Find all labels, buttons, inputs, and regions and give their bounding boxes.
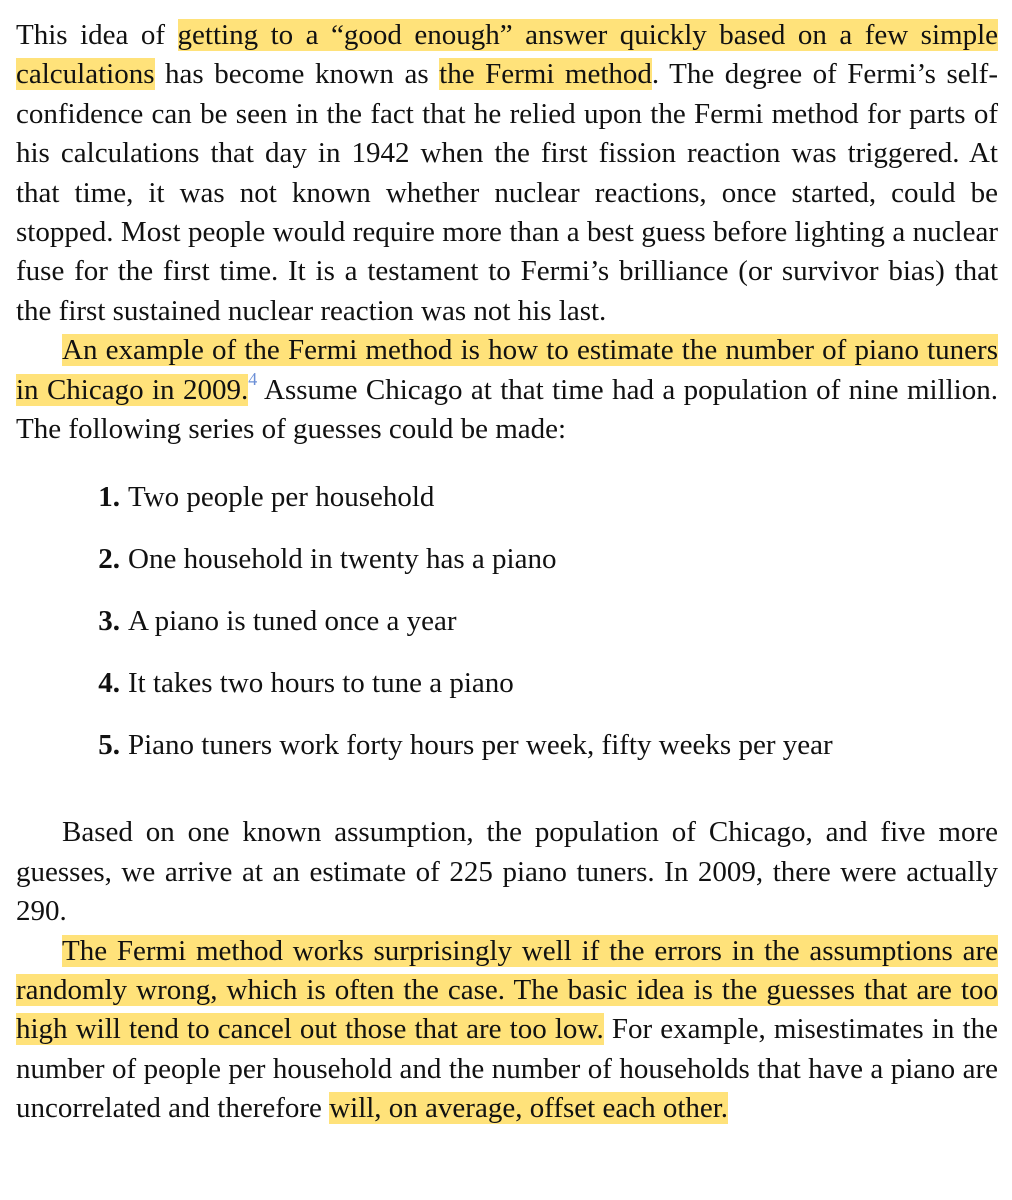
list-item-text: A piano is tuned once a year — [128, 605, 457, 638]
text-run: This idea of — [16, 19, 178, 51]
text-run: . The degree of Fermi’s self-confidence can be seen in the fact that he relied upon the Fermi method for parts of his calculations that day in 1942 when the first fission reaction was triggered. At that time, it was not known whether nuclear reactions, once started, could be stopped. Most people would require more than a best guess before lighting a nuclear fuse for the first time. It is a testament to Fermi’s brilliance (or survivor bias) that the first sustained nuclear reaction was not his last. — [16, 58, 998, 327]
list-item — [16, 478, 998, 540]
guesses-list — [16, 478, 998, 787]
paragraph-2 — [16, 331, 998, 449]
list-item-text: Piano tuners work forty hours per week, fifty weeks per year — [128, 728, 833, 761]
highlight-random-errors[interactable]: The Fermi method works surprisingly well if the errors in the assumptions are randomly wrong, which is often the case. The basic idea is the guesses that are too high will tend to cancel out those that are too low. — [16, 934, 998, 1046]
paragraph-1 — [16, 16, 998, 331]
text-run: For example, misestimates in the number of people per household and the number of households that have a piano are uncorrelated and therefore — [16, 1013, 998, 1125]
text-run: Assume Chicago at that time had a population of nine million. The following series of guesses could be made: — [16, 373, 998, 446]
highlight-fermi-method[interactable]: the Fermi method — [439, 58, 652, 91]
highlight-good-enough-answer[interactable]: getting to a “good enough” answer quickly based on a few simple calculations — [16, 19, 999, 91]
list-item-text: One household in twenty has a piano — [128, 543, 557, 576]
list-number: 3. — [98, 605, 120, 638]
list-item — [16, 540, 998, 602]
document-page — [16, 16, 998, 1129]
paragraph-4 — [16, 932, 998, 1129]
paragraph-3 — [16, 813, 998, 931]
list-item-text: It takes two hours to tune a piano — [128, 666, 514, 699]
list-number: 5. — [98, 728, 120, 761]
highlight-offset-each-other[interactable]: will, on average, offset each other. — [329, 1092, 729, 1125]
highlight-piano-tuners-example[interactable]: An example of the Fermi method is how to estimate the number of piano tuners in Chicago in 2009. — [16, 334, 998, 406]
list-number: 4. — [98, 666, 120, 699]
text-run: Based on one known assumption, the population of Chicago, and five more guesses, we arrive at an estimate of 225 piano tuners. In 2009, there were actually 290. — [16, 816, 998, 928]
list-item — [16, 664, 998, 726]
list-number: 2. — [98, 543, 120, 576]
list-item-text: Two people per household — [128, 481, 435, 514]
footnote-link[interactable]: 4 — [248, 368, 258, 389]
list-item — [16, 602, 998, 664]
list-number: 1. — [98, 481, 120, 514]
text-run: has become known as — [154, 58, 440, 91]
list-item — [16, 726, 998, 788]
